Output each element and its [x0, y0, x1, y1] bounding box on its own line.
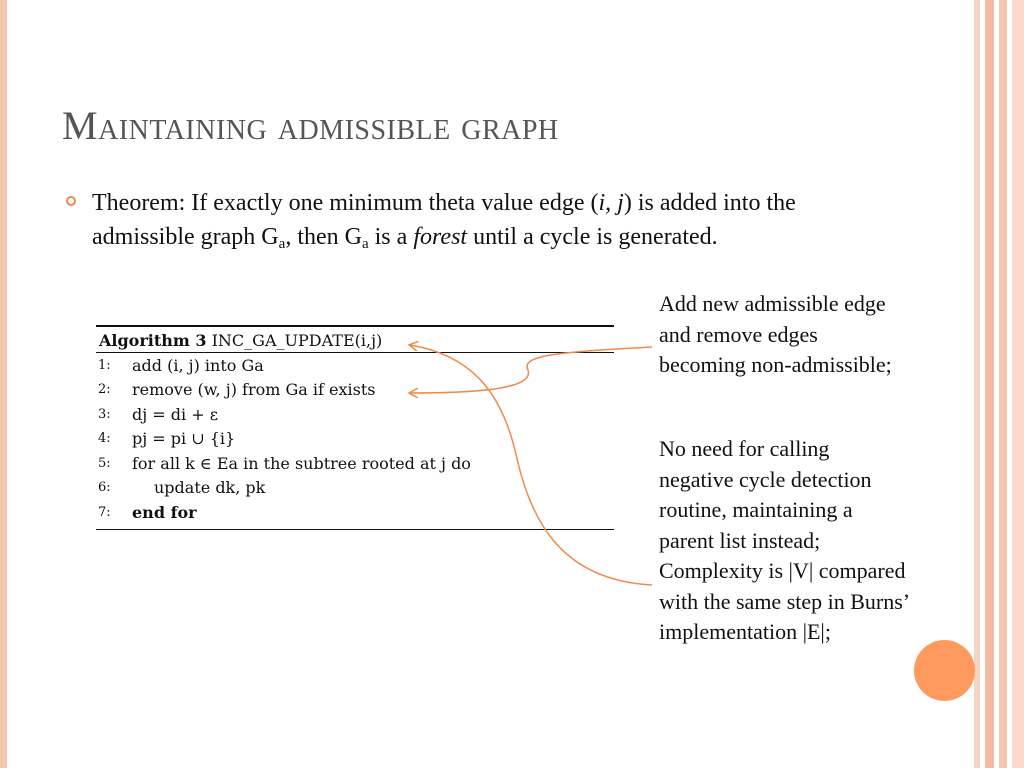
theorem-mid2: , then G — [285, 224, 362, 250]
arrow-to-remove-line — [410, 347, 652, 393]
theorem-mid1: ) is added into the admissible graph G — [92, 190, 796, 250]
line-number: 6: — [98, 480, 111, 496]
line-number: 4: — [98, 431, 111, 447]
note-complexity: No need for calling negative cycle detection routine, maintaining a parent list instead; Complexity is |V| compared with the same step in Burns’ implementation |E|; — [659, 436, 909, 644]
theorem-edge: i, j — [598, 190, 624, 216]
note-admissible-edge: Add new admissible edge and remove edges becoming non-admissible; — [659, 291, 892, 377]
theorem-sub1: a — [278, 236, 286, 252]
line-code: add (i, j) into Ga — [132, 355, 264, 375]
theorem-mid3: is a — [368, 224, 414, 250]
algorithm-label: Algorithm 3 — [99, 331, 207, 350]
line-code: remove (w, j) from Ga if exists — [132, 380, 376, 400]
line-number: 7: — [98, 504, 111, 520]
line-number: 1: — [98, 357, 111, 373]
arrow-to-header — [410, 345, 652, 585]
line-number: 2: — [98, 382, 111, 398]
line-number: 3: — [98, 406, 111, 422]
theorem-suffix: until a cycle is generated. — [467, 224, 718, 250]
theorem-sub2: a — [361, 236, 369, 252]
line-code: for all k ∈ Ea in the subtree rooted at j do — [132, 453, 471, 473]
line-code: pj = pi ∪ {i} — [132, 429, 236, 449]
algorithm-name: INC_GA_UPDATE(i,j) — [211, 331, 383, 350]
line-number: 5: — [98, 455, 111, 471]
theorem-forest: forest — [413, 224, 468, 250]
line-code: end for — [132, 502, 197, 522]
line-code: update dk, pk — [154, 478, 266, 498]
theorem-prefix: Theorem: If exactly one minimum theta value edge ( — [92, 190, 599, 216]
slide-title: Maintaining admissible graph — [62, 103, 559, 148]
line-code: dj = di + ε — [132, 404, 219, 424]
decorative-circle — [914, 640, 975, 701]
